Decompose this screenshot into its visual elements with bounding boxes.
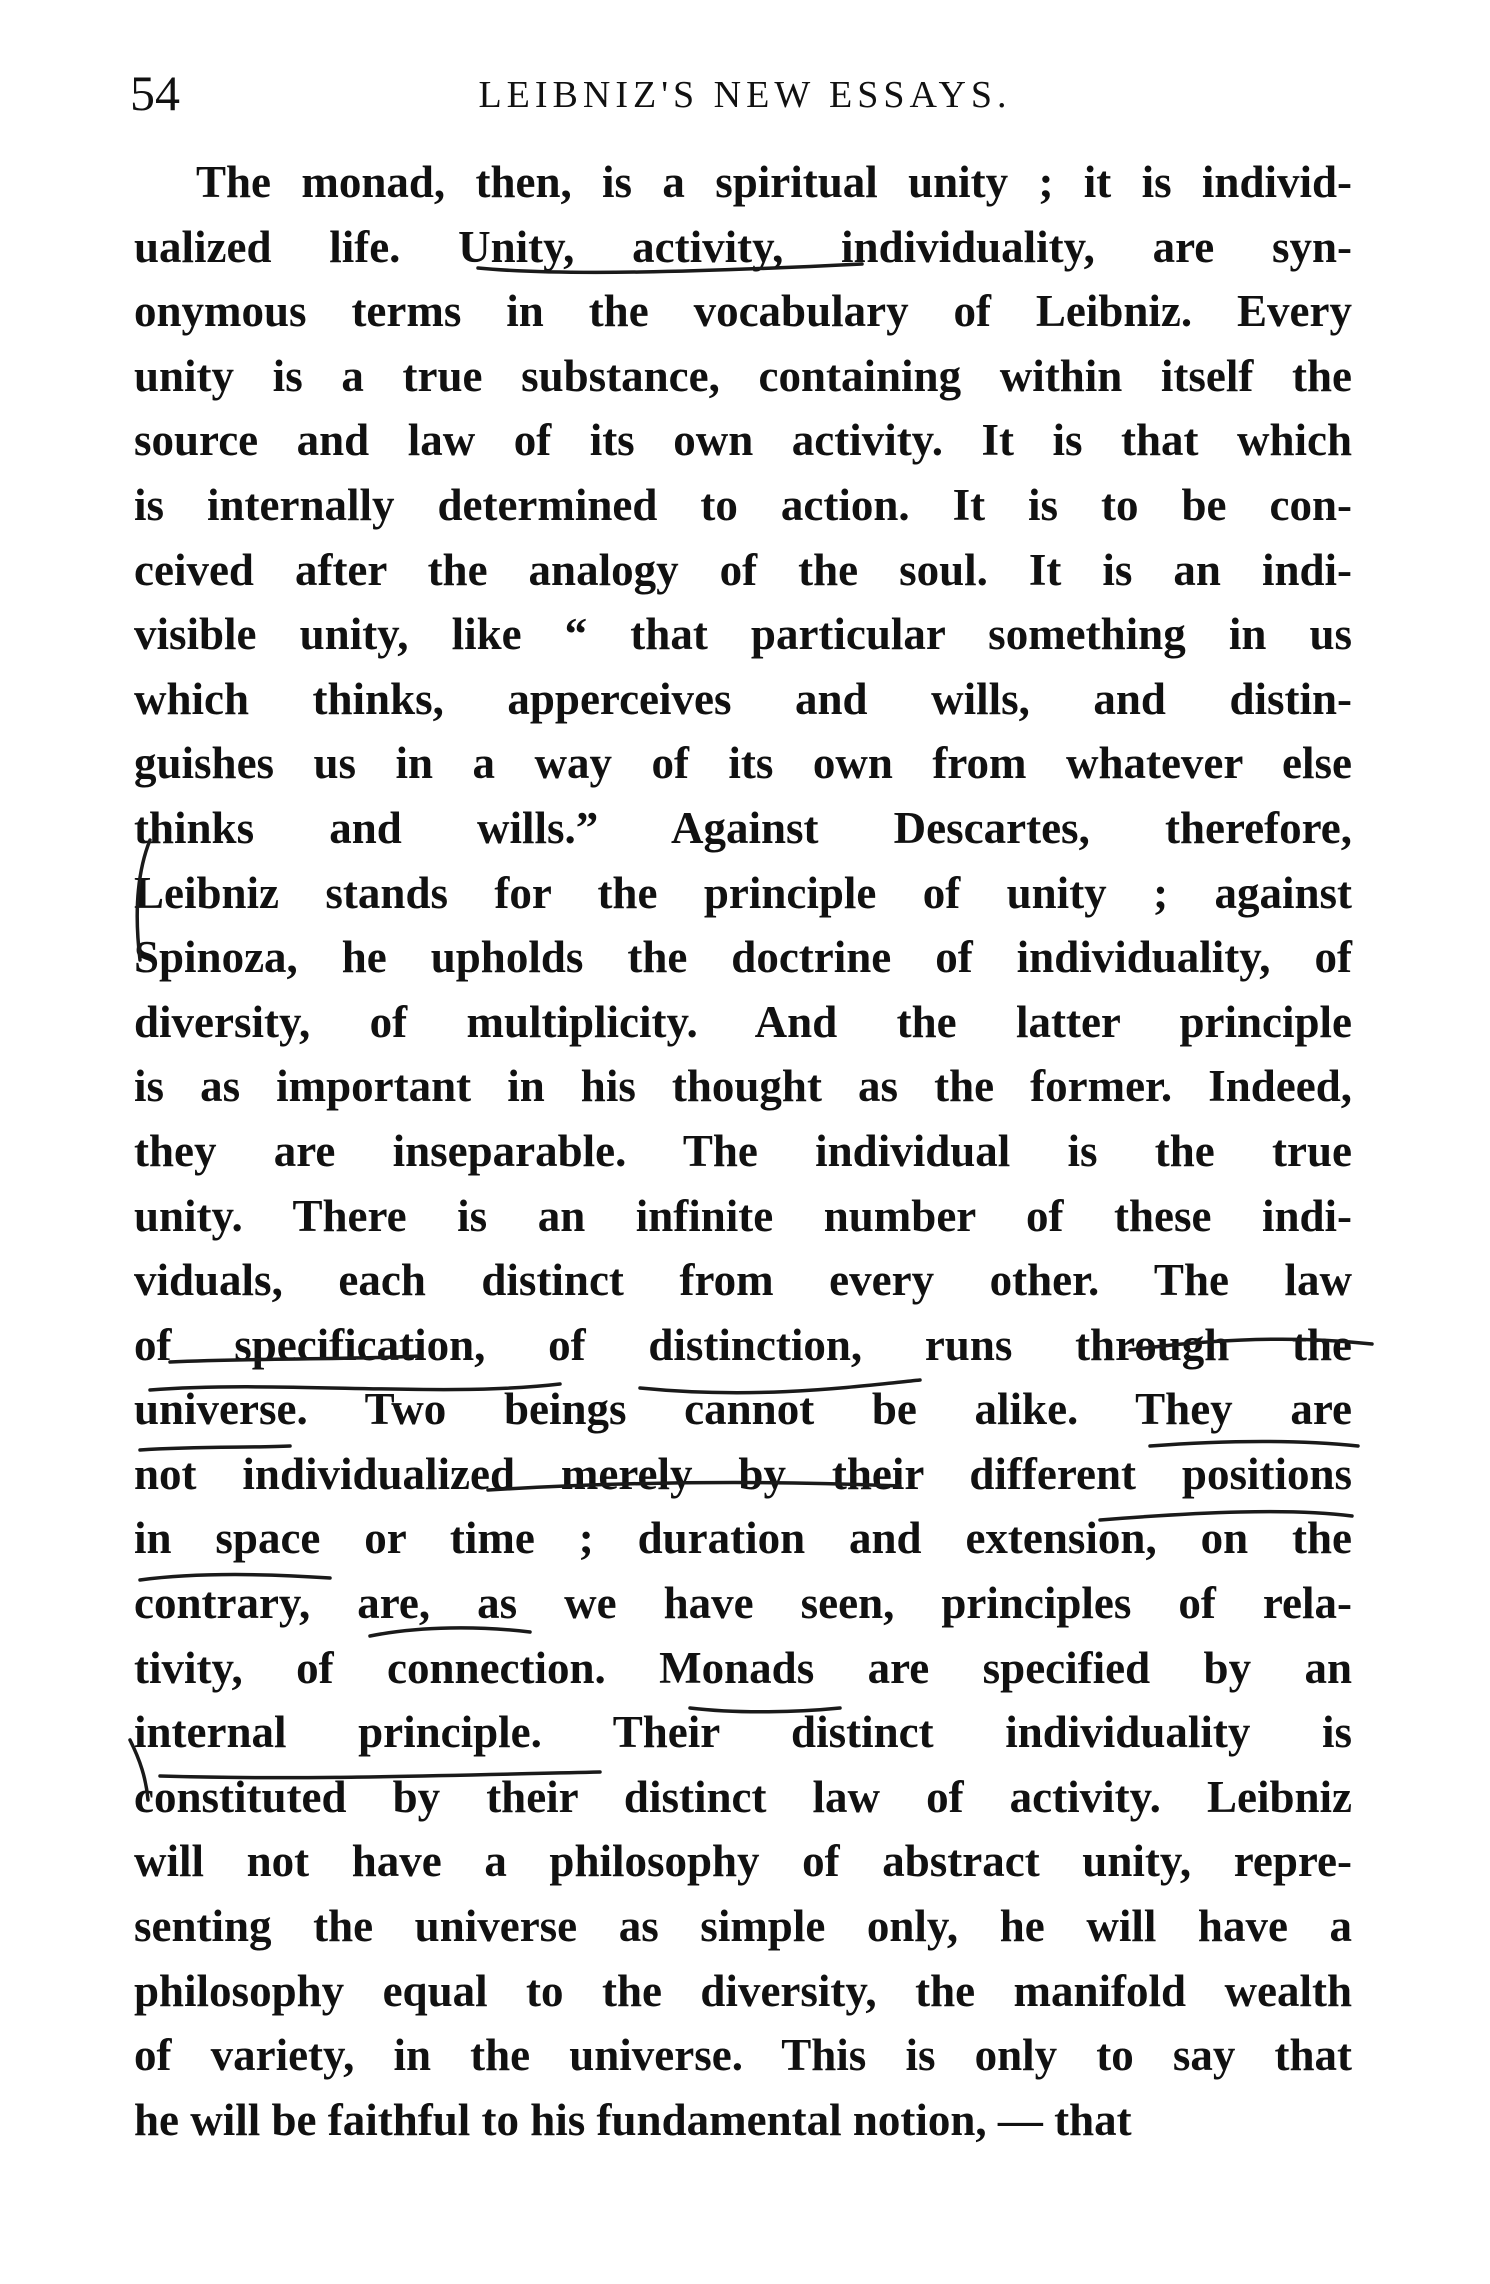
text-line: philosophy equal to the diversity, the manifold wealth [134,1965,1352,2016]
text-line: Leibniz stands for the principle of unity ; against [134,867,1352,918]
text-line: The monad, then, is a spiritual unity ; it is individ- [196,157,1352,207]
text-line: onymous terms in the vocabulary of Leibniz. Every [134,286,1352,337]
text-line: will not have a philosophy of abstract unity, repre- [134,1836,1352,1887]
text-line: contrary, are, as we have seen, principles of rela- [134,1578,1352,1629]
text-line: not individualized merely by their different positions [134,1448,1352,1499]
text-line: is as important in his thought as the former. Indeed, [134,1061,1352,1112]
page-header [130,58,1360,128]
text-line: guishes us in a way of its own from whatever else [134,738,1352,789]
text-line: universe. Two beings cannot be alike. They are [134,1384,1352,1435]
text-line: unity. There is an infinite number of these indi- [134,1190,1352,1241]
text-line: diversity, of multiplicity. And the latter principle [134,996,1352,1047]
text-line: constituted by their distinct law of activity. Leibniz [134,1771,1352,1822]
text-line: unity is a true substance, containing within itself the [134,350,1352,401]
text-line: of specification, of distinction, runs through the [134,1319,1352,1370]
page-number: 54 [130,65,180,121]
text-line: internal principle. Their distinct individuality is [134,1707,1352,1758]
text-line: which thinks, apperceives and wills, and distin- [134,673,1352,724]
text-line: source and law of its own activity. It is that which [134,415,1352,466]
text-line: Spinoza, he upholds the doctrine of individuality, of [134,932,1352,983]
text-line: visible unity, like “ that particular something in us [134,609,1352,660]
text-line: senting the universe as simple only, he will have a [134,1901,1352,1952]
text-line: they are inseparable. The individual is the true [134,1125,1352,1176]
text-line: in space or time ; duration and extension, on the [134,1513,1352,1564]
text-line: he will be faithful to his fundamental notion, — that [134,2094,1132,2145]
body-paragraph [134,150,1352,2152]
text-line: ceived after the analogy of the soul. It is an indi- [134,544,1352,595]
running-title: LEIBNIZ'S NEW ESSAYS. [478,74,1012,116]
text-line: thinks and wills.” Against Descartes, therefore, [134,802,1352,853]
text-line: viduals, each distinct from every other. The law [134,1255,1352,1306]
text-line: of variety, in the universe. This is only to say that [134,2030,1352,2081]
text-line: ualized life. Unity, activity, individuality, are syn- [134,221,1352,272]
text-line: tivity, of connection. Monads are specified by an [134,1642,1352,1693]
text-line: is internally determined to action. It is to be con- [134,479,1352,530]
